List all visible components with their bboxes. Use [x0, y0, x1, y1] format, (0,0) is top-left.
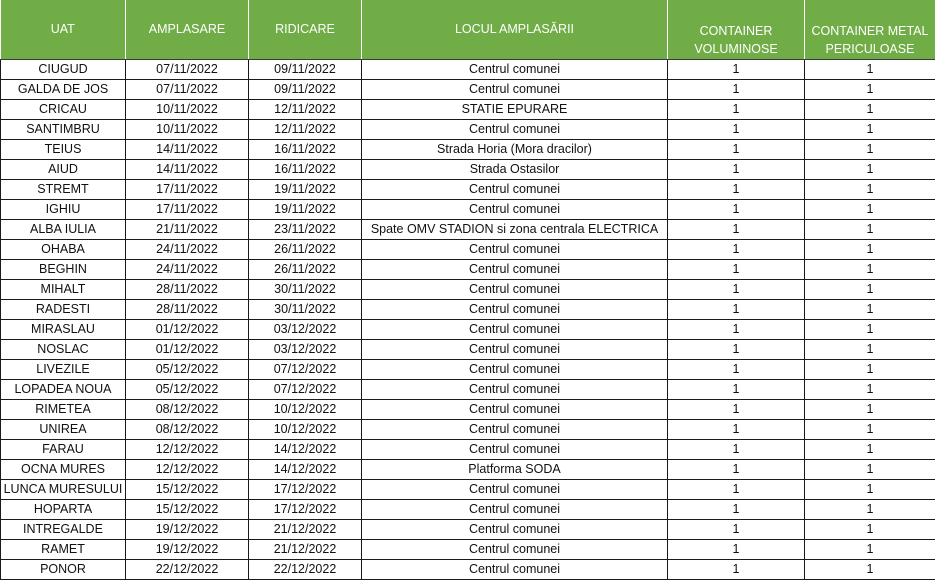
cell-container-voluminose: 1 [668, 439, 805, 459]
cell-ridicare: 09/11/2022 [249, 59, 362, 79]
cell-container-voluminose: 1 [668, 119, 805, 139]
cell-container-metal: 1 [805, 419, 935, 439]
table-row [1, 99, 935, 119]
header-container-metal-periculoase: CONTAINER METAL PERICULOASE [805, 0, 935, 59]
cell-uat: GALDA DE JOS [1, 79, 126, 99]
cell-uat: HOPARTA [1, 499, 126, 519]
cell-container-metal: 1 [805, 459, 935, 479]
cell-amplasare: 12/12/2022 [126, 439, 249, 459]
cell-locul-amplasarii: Spate OMV STADION si zona centrala ELECTRICA [362, 219, 668, 239]
table-row [1, 199, 935, 219]
cell-container-metal: 1 [805, 499, 935, 519]
cell-uat: OHABA [1, 239, 126, 259]
cell-container-metal: 1 [805, 519, 935, 539]
table-row [1, 419, 935, 439]
cell-container-metal: 1 [805, 79, 935, 99]
cell-uat: OCNA MURES [1, 459, 126, 479]
table-row [1, 259, 935, 279]
cell-locul-amplasarii: Centrul comunei [362, 359, 668, 379]
cell-container-metal: 1 [805, 539, 935, 559]
cell-locul-amplasarii: Platforma SODA [362, 459, 668, 479]
cell-uat: STREMT [1, 179, 126, 199]
cell-ridicare: 07/12/2022 [249, 379, 362, 399]
cell-amplasare: 17/11/2022 [126, 199, 249, 219]
cell-ridicare: 10/12/2022 [249, 399, 362, 419]
cell-container-metal: 1 [805, 139, 935, 159]
cell-container-voluminose: 1 [668, 539, 805, 559]
cell-amplasare: 05/12/2022 [126, 359, 249, 379]
cell-ridicare: 10/12/2022 [249, 419, 362, 439]
cell-locul-amplasarii: Centrul comunei [362, 259, 668, 279]
cell-ridicare: 16/11/2022 [249, 159, 362, 179]
header-row [1, 0, 935, 59]
cell-container-voluminose: 1 [668, 59, 805, 79]
header-amplasare: AMPLASARE [126, 0, 249, 59]
cell-locul-amplasarii: Centrul comunei [362, 479, 668, 499]
table-row [1, 499, 935, 519]
cell-uat: CIUGUD [1, 59, 126, 79]
cell-container-voluminose: 1 [668, 239, 805, 259]
cell-uat: FARAU [1, 439, 126, 459]
cell-container-voluminose: 1 [668, 359, 805, 379]
table-row [1, 119, 935, 139]
cell-container-voluminose: 1 [668, 159, 805, 179]
cell-locul-amplasarii: Centrul comunei [362, 79, 668, 99]
cell-container-metal: 1 [805, 279, 935, 299]
cell-ridicare: 30/11/2022 [249, 279, 362, 299]
cell-uat: ALBA IULIA [1, 219, 126, 239]
cell-container-metal: 1 [805, 99, 935, 119]
cell-locul-amplasarii: Centrul comunei [362, 59, 668, 79]
cell-amplasare: 12/12/2022 [126, 459, 249, 479]
cell-locul-amplasarii: STATIE EPURARE [362, 99, 668, 119]
cell-amplasare: 10/11/2022 [126, 99, 249, 119]
cell-ridicare: 21/12/2022 [249, 539, 362, 559]
cell-container-voluminose: 1 [668, 459, 805, 479]
cell-amplasare: 08/12/2022 [126, 419, 249, 439]
cell-locul-amplasarii: Strada Ostasilor [362, 159, 668, 179]
cell-locul-amplasarii: Centrul comunei [362, 439, 668, 459]
cell-container-metal: 1 [805, 299, 935, 319]
cell-amplasare: 22/12/2022 [126, 559, 249, 579]
cell-container-metal: 1 [805, 359, 935, 379]
cell-container-voluminose: 1 [668, 399, 805, 419]
cell-amplasare: 08/12/2022 [126, 399, 249, 419]
table-row [1, 459, 935, 479]
cell-container-voluminose: 1 [668, 299, 805, 319]
cell-container-metal: 1 [805, 259, 935, 279]
cell-ridicare: 12/11/2022 [249, 99, 362, 119]
cell-locul-amplasarii: Centrul comunei [362, 319, 668, 339]
cell-container-metal: 1 [805, 379, 935, 399]
cell-uat: MIRASLAU [1, 319, 126, 339]
table-row [1, 519, 935, 539]
cell-locul-amplasarii: Centrul comunei [362, 199, 668, 219]
cell-amplasare: 14/11/2022 [126, 159, 249, 179]
cell-amplasare: 15/12/2022 [126, 479, 249, 499]
cell-ridicare: 14/12/2022 [249, 439, 362, 459]
table-row [1, 219, 935, 239]
cell-container-metal: 1 [805, 399, 935, 419]
table-row [1, 79, 935, 99]
cell-container-metal: 1 [805, 439, 935, 459]
cell-amplasare: 01/12/2022 [126, 339, 249, 359]
cell-amplasare: 24/11/2022 [126, 259, 249, 279]
cell-container-metal: 1 [805, 159, 935, 179]
cell-ridicare: 07/12/2022 [249, 359, 362, 379]
cell-ridicare: 21/12/2022 [249, 519, 362, 539]
cell-amplasare: 28/11/2022 [126, 299, 249, 319]
cell-amplasare: 07/11/2022 [126, 59, 249, 79]
cell-container-metal: 1 [805, 319, 935, 339]
cell-uat: IGHIU [1, 199, 126, 219]
cell-uat: INTREGALDE [1, 519, 126, 539]
cell-uat: RAMET [1, 539, 126, 559]
cell-container-metal: 1 [805, 119, 935, 139]
table-row [1, 399, 935, 419]
cell-container-metal: 1 [805, 479, 935, 499]
cell-container-voluminose: 1 [668, 99, 805, 119]
table-row [1, 439, 935, 459]
cell-amplasare: 01/12/2022 [126, 319, 249, 339]
cell-amplasare: 07/11/2022 [126, 79, 249, 99]
cell-uat: BEGHIN [1, 259, 126, 279]
cell-uat: RADESTI [1, 299, 126, 319]
cell-container-voluminose: 1 [668, 419, 805, 439]
cell-ridicare: 22/12/2022 [249, 559, 362, 579]
cell-locul-amplasarii: Centrul comunei [362, 559, 668, 579]
cell-locul-amplasarii: Centrul comunei [362, 379, 668, 399]
cell-locul-amplasarii: Strada Horia (Mora dracilor) [362, 139, 668, 159]
cell-amplasare: 15/12/2022 [126, 499, 249, 519]
cell-locul-amplasarii: Centrul comunei [362, 279, 668, 299]
cell-locul-amplasarii: Centrul comunei [362, 339, 668, 359]
cell-ridicare: 09/11/2022 [249, 79, 362, 99]
cell-container-voluminose: 1 [668, 479, 805, 499]
cell-container-metal: 1 [805, 219, 935, 239]
cell-uat: MIHALT [1, 279, 126, 299]
cell-ridicare: 26/11/2022 [249, 259, 362, 279]
cell-container-voluminose: 1 [668, 219, 805, 239]
cell-uat: UNIREA [1, 419, 126, 439]
cell-uat: LOPADEA NOUA [1, 379, 126, 399]
cell-uat: PONOR [1, 559, 126, 579]
cell-ridicare: 14/12/2022 [249, 459, 362, 479]
cell-container-metal: 1 [805, 559, 935, 579]
cell-locul-amplasarii: Centrul comunei [362, 499, 668, 519]
cell-amplasare: 05/12/2022 [126, 379, 249, 399]
cell-container-voluminose: 1 [668, 319, 805, 339]
table-body [1, 59, 935, 579]
header-locul-amplasarii: LOCUL AMPLASĂRII [362, 0, 668, 59]
cell-container-voluminose: 1 [668, 499, 805, 519]
cell-locul-amplasarii: Centrul comunei [362, 419, 668, 439]
header-ridicare: RIDICARE [249, 0, 362, 59]
cell-locul-amplasarii: Centrul comunei [362, 119, 668, 139]
cell-uat: TEIUS [1, 139, 126, 159]
header-uat: UAT [1, 0, 126, 59]
cell-container-metal: 1 [805, 59, 935, 79]
table-row [1, 299, 935, 319]
table-row [1, 379, 935, 399]
table-row [1, 179, 935, 199]
cell-ridicare: 30/11/2022 [249, 299, 362, 319]
cell-container-metal: 1 [805, 239, 935, 259]
cell-locul-amplasarii: Centrul comunei [362, 399, 668, 419]
cell-amplasare: 28/11/2022 [126, 279, 249, 299]
table-row [1, 559, 935, 579]
cell-ridicare: 17/12/2022 [249, 499, 362, 519]
cell-ridicare: 12/11/2022 [249, 119, 362, 139]
table-row [1, 479, 935, 499]
header-container-voluminose: CONTAINER VOLUMINOSE [668, 0, 805, 59]
cell-container-voluminose: 1 [668, 79, 805, 99]
cell-locul-amplasarii: Centrul comunei [362, 539, 668, 559]
cell-uat: AIUD [1, 159, 126, 179]
cell-ridicare: 19/11/2022 [249, 179, 362, 199]
cell-amplasare: 19/12/2022 [126, 519, 249, 539]
cell-amplasare: 14/11/2022 [126, 139, 249, 159]
cell-uat: NOSLAC [1, 339, 126, 359]
cell-uat: SANTIMBRU [1, 119, 126, 139]
cell-ridicare: 23/11/2022 [249, 219, 362, 239]
table-row [1, 319, 935, 339]
table-row [1, 159, 935, 179]
cell-container-voluminose: 1 [668, 199, 805, 219]
cell-ridicare: 03/12/2022 [249, 319, 362, 339]
cell-container-voluminose: 1 [668, 519, 805, 539]
cell-ridicare: 26/11/2022 [249, 239, 362, 259]
cell-ridicare: 16/11/2022 [249, 139, 362, 159]
cell-uat: CRICAU [1, 99, 126, 119]
cell-container-voluminose: 1 [668, 559, 805, 579]
table-row [1, 279, 935, 299]
table-row [1, 539, 935, 559]
table-row [1, 339, 935, 359]
table-row [1, 239, 935, 259]
cell-amplasare: 21/11/2022 [126, 219, 249, 239]
cell-locul-amplasarii: Centrul comunei [362, 519, 668, 539]
table-row [1, 359, 935, 379]
cell-ridicare: 17/12/2022 [249, 479, 362, 499]
cell-locul-amplasarii: Centrul comunei [362, 239, 668, 259]
cell-container-metal: 1 [805, 199, 935, 219]
cell-container-voluminose: 1 [668, 139, 805, 159]
cell-amplasare: 10/11/2022 [126, 119, 249, 139]
cell-amplasare: 17/11/2022 [126, 179, 249, 199]
cell-container-voluminose: 1 [668, 339, 805, 359]
table-row [1, 139, 935, 159]
cell-ridicare: 19/11/2022 [249, 199, 362, 219]
cell-container-voluminose: 1 [668, 179, 805, 199]
cell-container-metal: 1 [805, 339, 935, 359]
table-row [1, 59, 935, 79]
cell-container-voluminose: 1 [668, 259, 805, 279]
cell-uat: LUNCA MURESULUI [1, 479, 126, 499]
cell-locul-amplasarii: Centrul comunei [362, 299, 668, 319]
cell-ridicare: 03/12/2022 [249, 339, 362, 359]
cell-amplasare: 19/12/2022 [126, 539, 249, 559]
cell-locul-amplasarii: Centrul comunei [362, 179, 668, 199]
cell-uat: RIMETEA [1, 399, 126, 419]
cell-amplasare: 24/11/2022 [126, 239, 249, 259]
cell-uat: LIVEZILE [1, 359, 126, 379]
cell-container-voluminose: 1 [668, 279, 805, 299]
cell-container-voluminose: 1 [668, 379, 805, 399]
cell-container-metal: 1 [805, 179, 935, 199]
table-header [1, 0, 935, 59]
